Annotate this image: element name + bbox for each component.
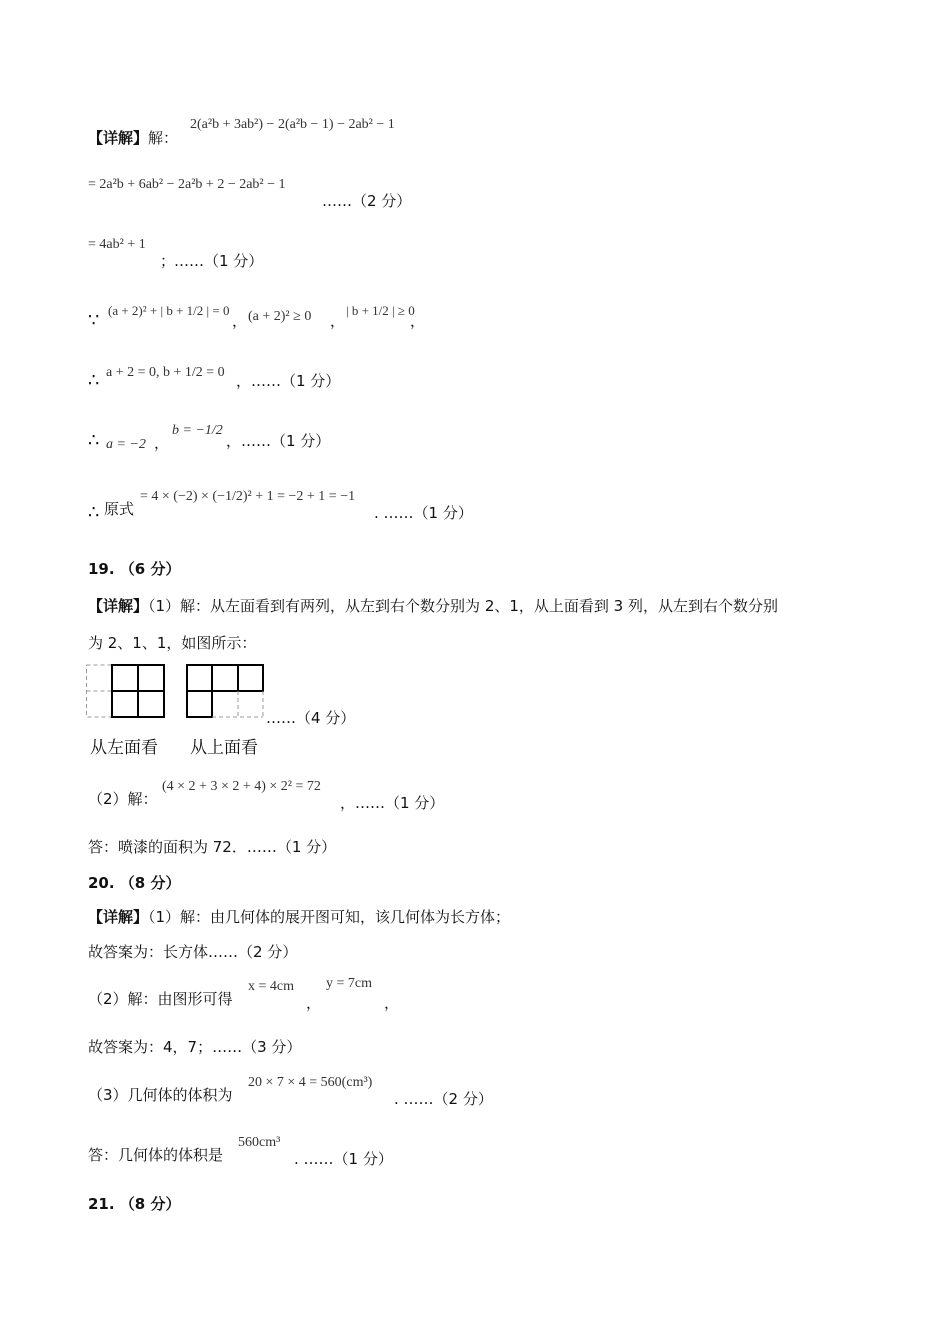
top-view [187, 665, 263, 717]
solve-label: 解： [148, 129, 179, 147]
left-view [87, 665, 165, 717]
caption-top-view: 从上面看 [190, 738, 258, 758]
value-a: a = −2 [106, 437, 146, 452]
caption-left-view: 从左面看 [90, 738, 158, 758]
p20-answer-3-label: 答：几何体的体积是 [88, 1146, 224, 1164]
p19-part1-line1 [88, 599, 778, 614]
p20-heading: 20. （8 分） [88, 874, 181, 892]
p19-part1-text: （1）解：从左面看到有两列，从左到右个数分别为 2、1，从上面看到 3 列，从左到右个数分别 [148, 597, 778, 615]
p18-step1-score: ……（2 分） [322, 192, 412, 210]
because-cond-c: | b + 1/2 | ≥ 0 [346, 303, 415, 318]
therefore-expr-1: a + 2 = 0, b + 1/2 = 0 [106, 365, 225, 380]
detail-label: 【详解】 [88, 908, 149, 926]
because-sep1: ， [232, 312, 248, 330]
p18-step2-score: ……（1 分） [174, 252, 264, 270]
p20-part1-text: （1）解：由几何体的展开图可知，该几何体为长方体； [148, 908, 511, 926]
therefore-score-1: ，……（1 分） [236, 372, 341, 390]
p21-heading: 21. （8 分） [88, 1195, 181, 1213]
p20-answer-3-score: . ……（1 分） [294, 1150, 393, 1168]
because-sep2: ， [330, 312, 346, 330]
p20-part3-label: （3）几何体的体积为 [88, 1086, 233, 1104]
therefore-sep-2: ， [154, 434, 170, 452]
p18-step2-sep: ； [160, 252, 176, 270]
because-cond-a: (a + 2)² + | b + 1/2 | = 0 [108, 303, 230, 318]
p20-part2-label: （2）解：由图形可得 [88, 990, 233, 1008]
because-end: ， [410, 312, 426, 330]
value-b: b = −1/2 [172, 423, 223, 438]
original-expr-label: 原式 [104, 500, 135, 518]
therefore-symbol-2: ∴ [88, 430, 100, 451]
p20-answer-3-value: 560cm³ [238, 1135, 281, 1150]
therefore-score-3: . ……（1 分） [374, 504, 473, 522]
p18-detail-line [88, 131, 178, 146]
p19-part2-expr: (4 × 2 + 3 × 2 + 4) × 2² = 72 [162, 779, 321, 794]
volume-expr: 20 × 7 × 4 = 560(cm³) [248, 1075, 373, 1090]
p19-part2-score: ，……（1 分） [340, 794, 445, 812]
because-symbol: ∵ [88, 310, 100, 331]
p20-answer-1: 故答案为：长方体……（2 分） [88, 943, 298, 961]
p18-step2: = 4ab² + 1 [88, 237, 146, 252]
p20-end: ， [384, 994, 400, 1012]
p20-part1-line [88, 910, 510, 925]
views-figure [86, 664, 270, 720]
y-value: y = 7cm [326, 976, 372, 991]
therefore-symbol-3: ∴ [88, 502, 100, 523]
p18-step1: = 2a²b + 6ab² − 2a²b + 2 − 2ab² − 1 [88, 177, 286, 192]
therefore-symbol-1: ∴ [88, 370, 100, 391]
original-expr-value: = 4 × (−2) × (−1/2)² + 1 = −2 + 1 = −1 [140, 489, 356, 504]
detail-label: 【详解】 [88, 597, 149, 615]
p19-part2-label: （2）解： [88, 790, 158, 808]
p19-part1-line2: 为 2、1、1，如图所示： [88, 634, 257, 652]
p20-sep: ， [306, 994, 322, 1012]
p19-heading: 19. （6 分） [88, 560, 181, 578]
x-value: x = 4cm [248, 979, 294, 994]
p19-answer: 答：喷漆的面积为 72．……（1 分） [88, 838, 337, 856]
p20-answer-2: 故答案为：4，7；……（3 分） [88, 1038, 302, 1056]
therefore-score-2: ，……（1 分） [226, 432, 331, 450]
p20-part3-score: . ……（2 分） [394, 1090, 493, 1108]
p18-expression: 2(a²b + 3ab²) − 2(a²b − 1) − 2ab² − 1 [190, 117, 395, 132]
because-cond-b: (a + 2)² ≥ 0 [248, 309, 312, 324]
p19-figure-score: ……（4 分） [266, 709, 356, 727]
detail-label: 【详解】 [88, 129, 149, 147]
